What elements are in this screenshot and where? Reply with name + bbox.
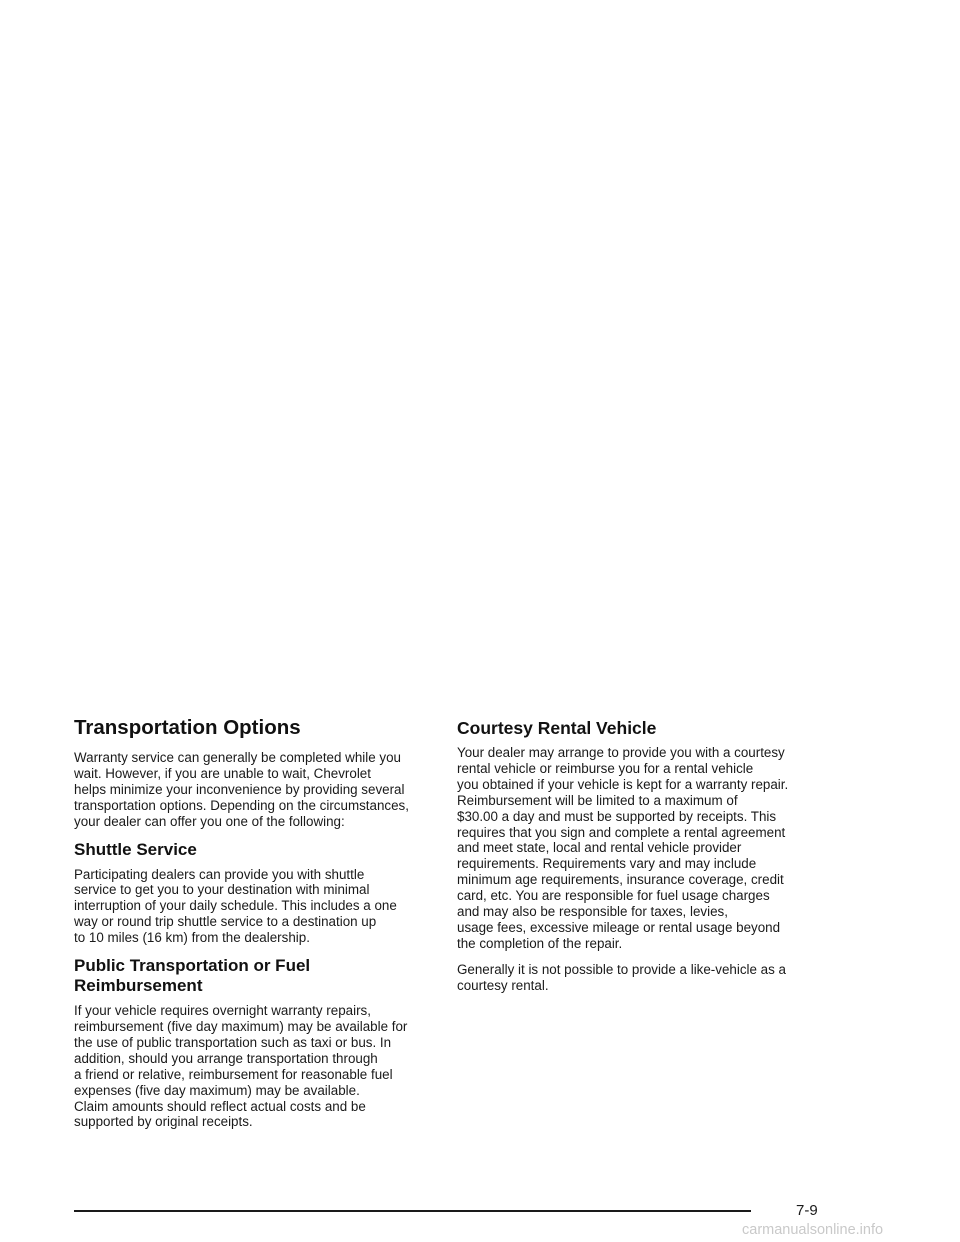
- shuttle-service-heading: Shuttle Service: [74, 839, 197, 859]
- transportation-options-paragraph: [74, 750, 444, 830]
- text-line: addition, should you arrange transportation through: [74, 1050, 378, 1066]
- text-line: a friend or relative, reimbursement for reasonable fuel: [74, 1066, 393, 1082]
- text-line: minimum age requirements, insurance coverage, credit: [457, 872, 784, 888]
- heading-line: Reimbursement: [74, 976, 203, 996]
- text-line: the completion of the repair.: [457, 935, 623, 951]
- courtesy-rental-section: [457, 718, 827, 994]
- text-line: expenses (five day maximum) may be available.: [74, 1082, 360, 1098]
- shuttle-service-section: [74, 840, 444, 947]
- text-line: you obtained if your vehicle is kept for a warranty repair.: [457, 776, 789, 792]
- text-line: helps minimize your inconvenience by providing several: [74, 781, 405, 797]
- left-column: [74, 716, 444, 1140]
- courtesy-rental-note-paragraph: [457, 962, 827, 994]
- heading-line: Public Transportation or Fuel: [74, 956, 311, 976]
- text-line: If your vehicle requires overnight warranty repairs,: [74, 1003, 371, 1019]
- public-transportation-heading: [74, 956, 444, 996]
- text-line: and meet state, local and rental vehicle provider: [457, 840, 742, 856]
- text-line: the use of public transportation such as taxi or bus. In: [74, 1034, 392, 1050]
- text-line: and may also be responsible for taxes, levies,: [457, 904, 728, 920]
- text-line: way or round trip shuttle service to a destination up: [74, 914, 377, 930]
- text-line: Generally it is not possible to provide a like-vehicle as a: [457, 961, 786, 977]
- text-line: Participating dealers can provide you with shuttle: [74, 866, 365, 882]
- shuttle-service-paragraph: [74, 867, 444, 947]
- transportation-options-section: [74, 716, 444, 830]
- courtesy-rental-heading: Courtesy Rental Vehicle: [457, 718, 657, 738]
- text-line: courtesy rental.: [457, 977, 549, 993]
- text-line: Warranty service can generally be completed while you: [74, 750, 401, 765]
- text-line: Reimbursement will be limited to a maximum of: [457, 792, 738, 808]
- watermark: carmanualsonline.info: [742, 1222, 884, 1238]
- text-line: Claim amounts should reflect actual costs and be: [74, 1098, 366, 1114]
- text-line: your dealer can offer you one of the following:: [74, 813, 345, 829]
- text-line: requires that you sign and complete a rental agreement: [457, 824, 786, 840]
- text-line: $30.00 a day and must be supported by receipts. This: [457, 808, 777, 824]
- text-line: Your dealer may arrange to provide you with a courtesy: [457, 745, 785, 760]
- text-line: card, etc. You are responsible for fuel usage charges: [457, 888, 770, 904]
- text-line: usage fees, excessive mileage or rental usage beyond: [457, 919, 781, 935]
- public-transportation-section: [74, 956, 444, 1130]
- text-line: requirements. Requirements vary and may include: [457, 856, 757, 872]
- public-transportation-paragraph: [74, 1003, 444, 1130]
- text-line: interruption of your daily schedule. This includes a one: [74, 898, 397, 914]
- text-line: to 10 miles (16 km) from the dealership.: [74, 930, 310, 946]
- text-line: supported by original receipts.: [74, 1114, 253, 1130]
- transportation-options-heading: Transportation Options: [74, 716, 301, 739]
- text-line: service to get you to your destination with minimal: [74, 882, 370, 898]
- page-number: 7-9: [796, 1202, 818, 1219]
- right-column: [457, 716, 827, 1004]
- text-line: transportation options. Depending on the circumstances,: [74, 797, 409, 813]
- text-line: wait. However, if you are unable to wait, Chevrolet: [74, 765, 371, 781]
- text-line: reimbursement (five day maximum) may be available for: [74, 1018, 408, 1034]
- courtesy-rental-paragraph: [457, 745, 827, 952]
- text-line: rental vehicle or reimburse you for a rental vehicle: [457, 760, 754, 776]
- footer-divider: [74, 1210, 751, 1212]
